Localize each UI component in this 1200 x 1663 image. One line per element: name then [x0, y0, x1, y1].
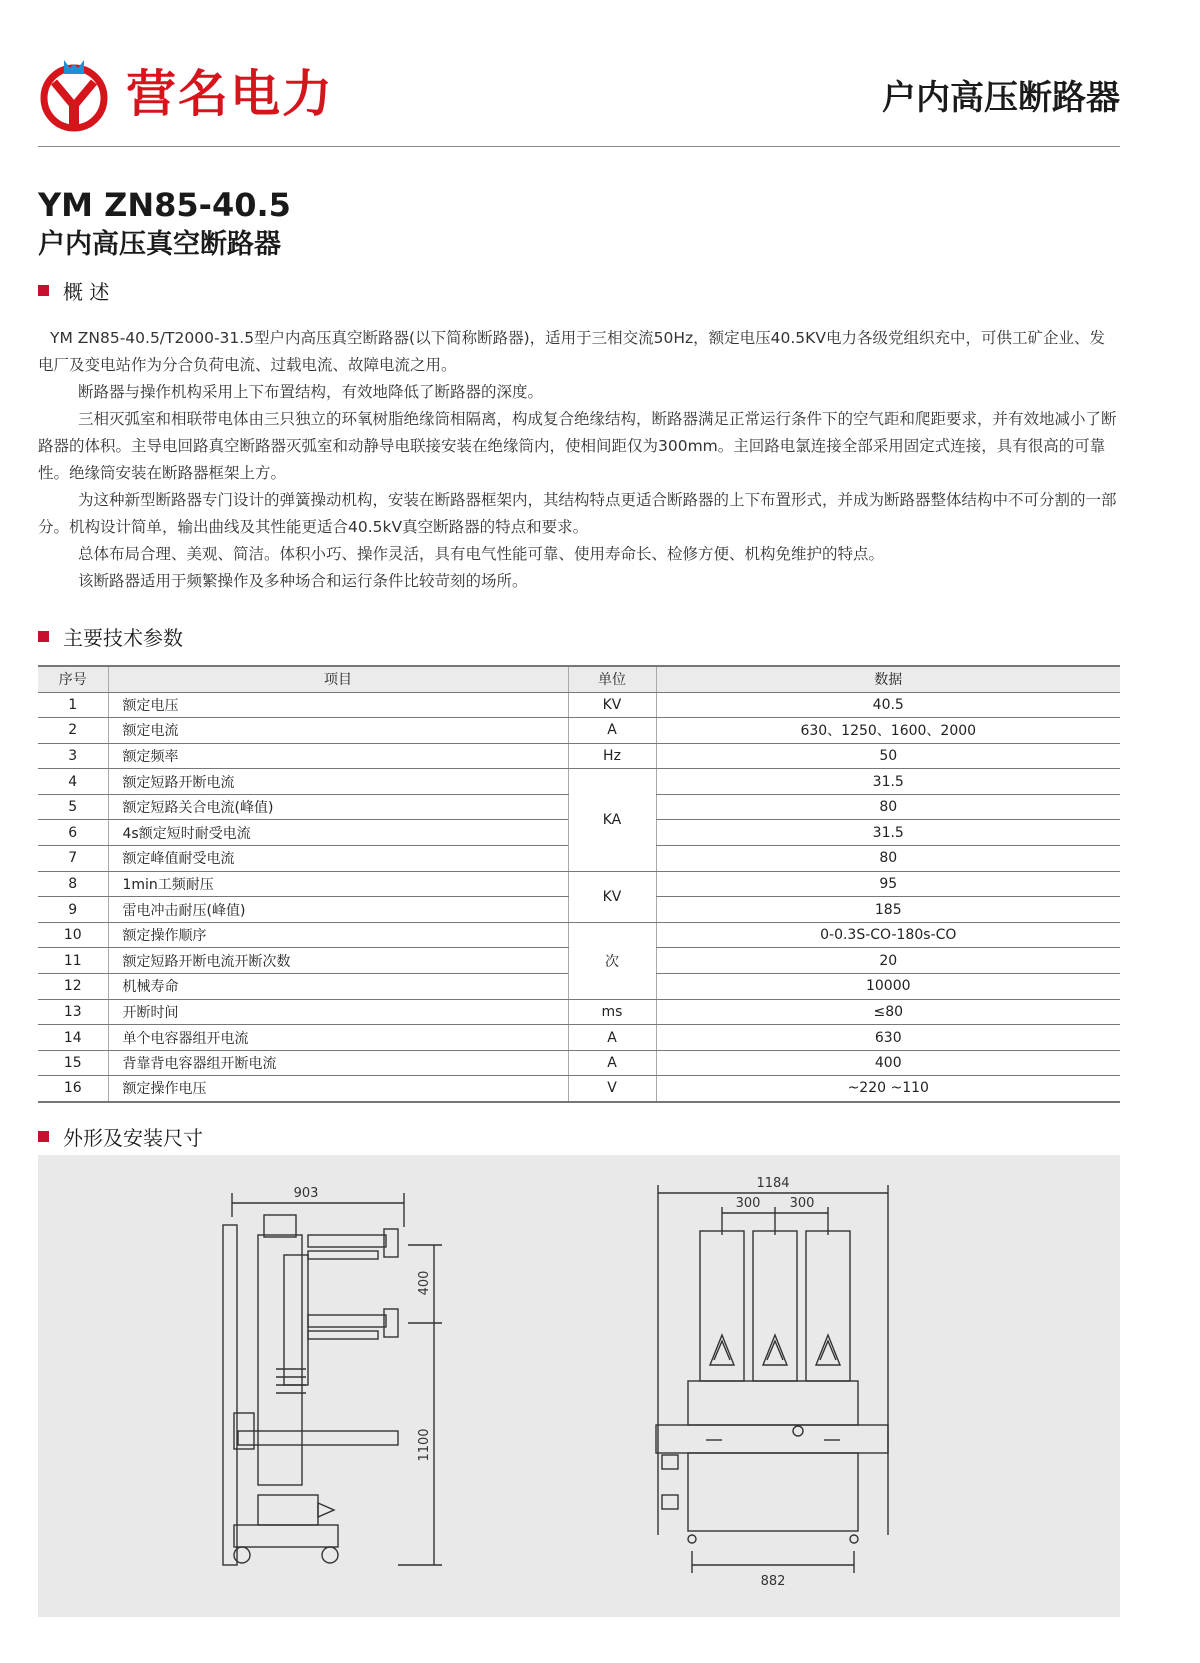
table-row: 12 机械寿命 10000: [38, 974, 1120, 1000]
table-row: 16 额定操作电压 V ~220 ~110: [38, 1076, 1120, 1102]
section-heading-overview: 概 述: [38, 276, 109, 305]
header-title: 户内高压断路器: [882, 78, 1120, 118]
breaker-dimension-drawing: [38, 1155, 1120, 1617]
header-no: 序号: [38, 666, 108, 692]
section-marker-icon: [38, 285, 49, 296]
front-view-drawing: [656, 1176, 888, 1589]
table-row: 4 额定短路开断电流 KA 31.5: [38, 769, 1120, 795]
dim-front-width: 1184: [756, 1176, 790, 1191]
table-header-row: [38, 666, 1120, 692]
section-heading-params: 主要技术参数: [38, 622, 183, 651]
product-name: 户内高压真空断路器: [38, 229, 281, 260]
table-row: 3 额定频率 Hz 50: [38, 743, 1120, 769]
overview-paragraph: 断路器与操作机构采用上下布置结构，有效地降低了断路器的深度。: [78, 383, 544, 401]
dimension-drawing-panel: [38, 1155, 1120, 1617]
header-divider: [38, 146, 1120, 147]
dim-front-pitch-1: 300: [735, 1196, 761, 1211]
product-model: YM ZN85-40.5: [38, 186, 291, 224]
table-row: 2 额定电流 A 630、1250、1600、2000: [38, 718, 1120, 744]
table-row: 8 1min工频耐压 KV 95: [38, 871, 1120, 897]
section-marker-icon: [38, 1131, 49, 1142]
overview-paragraph: YM ZN85-40.5/T2000-31.5型户内高压真空断路器(以下简称断路器)，适用于三相交流50Hz，额定电压40.5KV电力各级党组织充中，可供工矿企业、发电厂及变电站作为分合负荷电流、过载电流、故障电流之用。: [38, 329, 1105, 374]
overview-text: [38, 325, 1120, 595]
table-row: 15 背靠背电容器组开断电流 A 400: [38, 1050, 1120, 1076]
params-table: [38, 665, 1120, 1103]
header-item: 项目: [108, 666, 568, 692]
dim-side-height: 1100: [417, 1428, 432, 1462]
overview-paragraph: 三相灭弧室和相联带电体由三只独立的环氧树脂绝缘筒相隔离，构成复合绝缘结构，断路器满足正常运行条件下的空气距和爬距要求，并有效地减小了断路器的体积。主导电回路真空断路器灭弧室和动静导电联接安装在绝缘筒内，使相间距仅为300mm。主回路电氯连接全部采用固定式连接，具有很高的可靠性。绝缘筒安装在断路器框架上方。: [38, 410, 1117, 482]
table-row: 14 单个电容器组开电流 A 630: [38, 1025, 1120, 1051]
page-header: [38, 48, 1120, 148]
dim-front-pitch-2: 300: [789, 1196, 815, 1211]
table-row: 11 额定短路开断电流开断次数 20: [38, 948, 1120, 974]
dim-side-upper: 400: [417, 1270, 432, 1296]
header-unit: 单位: [568, 666, 656, 692]
table-row: 5 额定短路关合电流(峰值) 80: [38, 794, 1120, 820]
dim-side-width: 903: [293, 1186, 319, 1201]
table-row: 10 额定操作顺序 次 0-0.3S-CO-180s-CO: [38, 922, 1120, 948]
table-row: 13 开断时间 ms ≤80: [38, 999, 1120, 1025]
section-heading-dimensions: 外形及安装尺寸: [38, 1122, 203, 1151]
table-row: 9 雷电冲击耐压(峰值) 185: [38, 897, 1120, 923]
overview-paragraph: 总体布局合理、美观、简洁。体积小巧、操作灵活，具有电气性能可靠、使用寿命长、检修方便、机构免维护的特点。: [78, 545, 885, 563]
overview-paragraph: 该断路器适用于频繁操作及多种场合和运行条件比较苛刻的场所。: [78, 572, 528, 590]
table-row: 1 额定电压 KV 40.5: [38, 692, 1120, 718]
header-data: 数据: [656, 666, 1120, 692]
table-row: 7 额定峰值耐受电流 80: [38, 846, 1120, 872]
brand-logo-icon: [38, 54, 118, 134]
table-row: 6 4s额定短时耐受电流 31.5: [38, 820, 1120, 846]
side-view-drawing: [223, 1186, 442, 1565]
brand-name: 营名电力: [126, 65, 334, 123]
dim-front-base: 882: [760, 1574, 786, 1589]
section-marker-icon: [38, 631, 49, 642]
overview-paragraph: 为这种新型断路器专门设计的弹簧操动机构，安装在断路器框架内，其结构特点更适合断路器的上下布置形式，并成为断路器整体结构中不可分割的一部分。机构设计简单，输出曲线及其性能更适合40.5kV真空断路器的特点和要求。: [38, 491, 1117, 536]
